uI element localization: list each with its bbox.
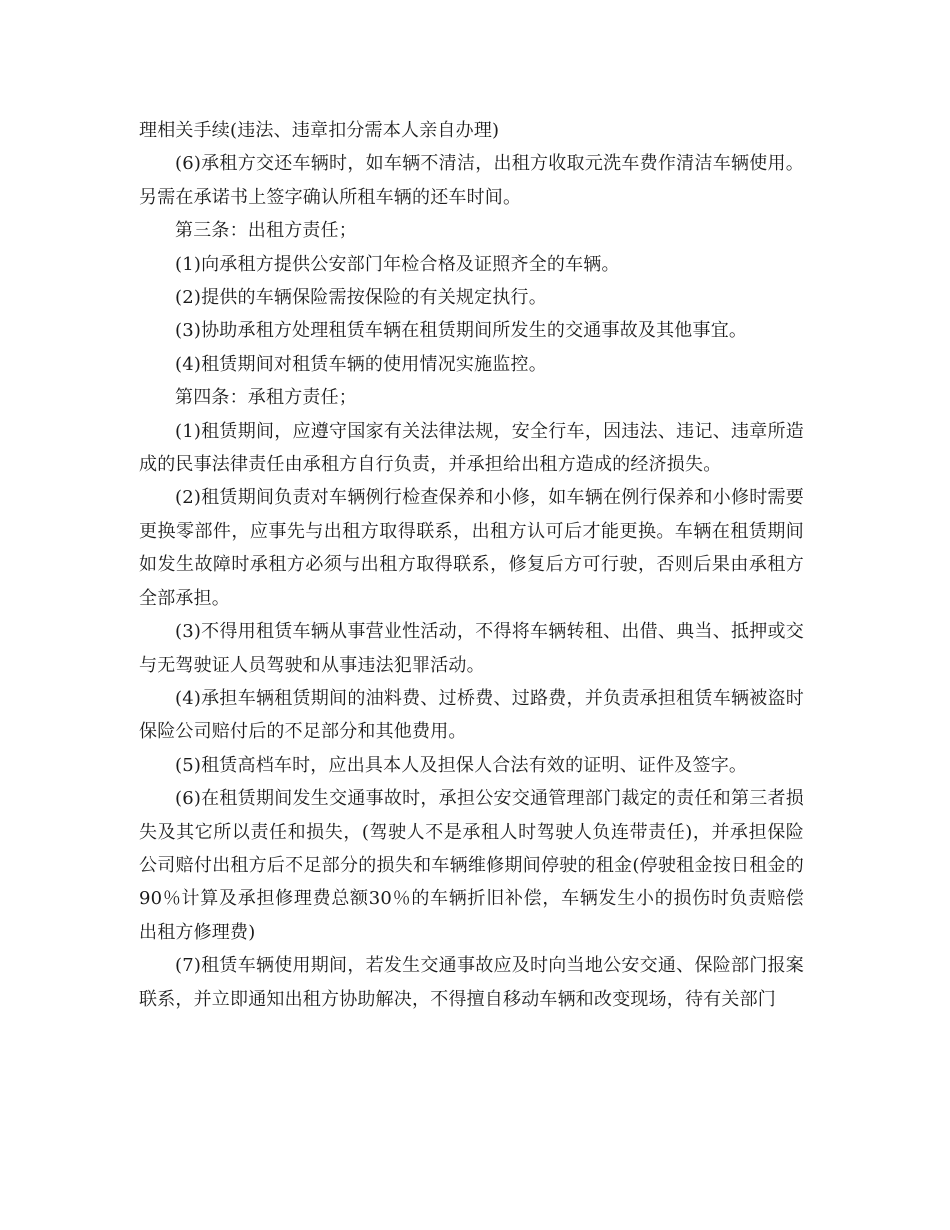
- paragraph: (3)协助承租方处理租赁车辆在租赁期间所发生的交通事故及其他事宜。: [175, 320, 748, 342]
- paragraph: (4)租赁期间对租赁车辆的使用情况实施监控。: [175, 353, 547, 375]
- paragraph: (7)租赁车辆使用期间，若发生交通事故应及时向当地公安交通、保险部门报案联系，并立即通知出租方协助解决，不得擅自移动车辆和改变现场，待有关部门: [139, 955, 804, 1010]
- paragraph: (4)承担车辆租赁期间的油料费、过桥费、过路费，并负责承担租赁车辆被盗时保险公司赔付后的不足部分和其他费用。: [139, 687, 804, 743]
- paragraph: (2)提供的车辆保险需按保险的有关规定执行。: [175, 287, 547, 309]
- section-heading: 第三条：出租方责任；: [175, 220, 357, 242]
- paragraph: (3)不得用租赁车辆从事营业性活动，不得将车辆转租、出借、典当、抵押或交与无驾驶证人员驾驶和从事违法犯罪活动。: [139, 621, 804, 676]
- document-body: [139, 114, 804, 1016]
- paragraph: (6)承租方交还车辆时，如车辆不清洁，出租方收取元洗车费作清洁车辆使用。另需在承诺书上签字确认所租车辆的还车时间。: [139, 153, 804, 208]
- section-heading: 第四条：承租方责任；: [175, 387, 357, 409]
- paragraph: (5)租赁高档车时，应出具本人及担保人合法有效的证明、证件及签字。: [175, 754, 748, 776]
- paragraph: 理相关手续(违法、违章扣分需本人亲自办理): [139, 120, 500, 141]
- paragraph: (2)租赁期间负责对车辆例行检查保养和小修，如车辆在例行保养和小修时需要更换零部件，应事先与出租方取得联系，出租方认可后才能更换。车辆在租赁期间如发生故障时承租方必须与出租方取得联系，修复后方可行驶，否则后果由承租方全部承担。: [139, 487, 804, 609]
- paragraph: (1)向承租方提供公安部门年检合格及证照齐全的车辆。: [175, 253, 620, 275]
- paragraph: (1)租赁期间，应遵守国家有关法律法规，安全行车，因违法、违记、违章所造成的民事法律责任由承租方自行负责，并承担给出租方造成的经济损失。: [139, 420, 804, 476]
- paragraph: (6)在租赁期间发生交通事故时，承担公安交通管理部门裁定的责任和第三者损失及其它所以责任和损失，(驾驶人不是承租人时驾驶人负连带责任)，并承担保险公司赔付出租方后不足部分的损失和车辆维修期间停驶的租金(停驶租金按日租金的90％计算及承担修理费总额30％的车辆折旧补偿，车辆发生小的损伤时负责赔偿出租方修理费): [139, 788, 804, 943]
